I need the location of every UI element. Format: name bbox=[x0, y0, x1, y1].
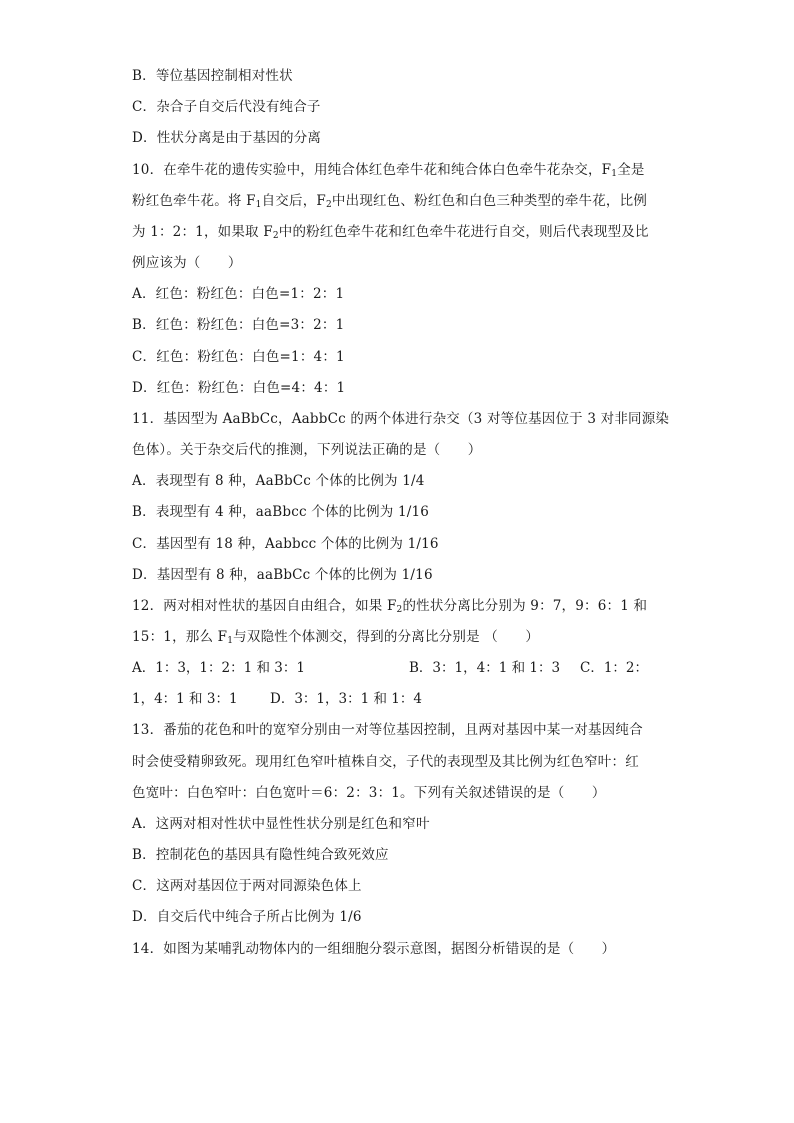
q12-option-c-part-1: C．1：2： bbox=[580, 660, 649, 676]
q10-stem-line-3: 为 1：2：1，如果取 $F_2$中的粉红色牵牛花和红色牵牛花进行自交，则后代表现型及比 bbox=[132, 224, 649, 241]
q10-stem-line-4: 例应该为（ ） bbox=[132, 255, 242, 271]
q12-option-c-part-2: 1，4：1 和 3：1 bbox=[132, 691, 238, 707]
q9-option-b: B．等位基因控制相对性状 bbox=[132, 68, 293, 84]
q11-option-d: D．基因型有 8 种，aaBbCc 个体的比例为 1/16 bbox=[132, 567, 433, 583]
q11-option-b: B．表现型有 4 种，aaBbcc 个体的比例为 1/16 bbox=[132, 504, 430, 520]
q9-option-c: C．杂合子自交后代没有纯合子 bbox=[132, 99, 321, 115]
q13-stem-line-3: 色宽叶：白色窄叶：白色宽叶＝6：2：3：1。下列有关叙述错误的是（ ） bbox=[132, 785, 606, 801]
q12-option-a: A．1：3，1：2：1 和 3：1 bbox=[132, 660, 305, 676]
q11-stem-line-1: 11．基因型为 AaBbCc，AabbCc 的两个体进行杂交（3 对等位基因位于 3 对非同源染 bbox=[132, 411, 670, 427]
q10-option-c: C．红色：粉红色：白色=1：4：1 bbox=[132, 349, 345, 365]
q10-option-a: A．红色：粉红色：白色=1：2：1 bbox=[132, 286, 345, 302]
q11-option-c: C．基因型有 18 种，Aabbcc 个体的比例为 1/16 bbox=[132, 536, 439, 552]
q13-stem-line-2: 时会使受精卵致死。现用红色窄叶植株自交，子代的表现型及其比例为红色窄叶：红 bbox=[132, 754, 639, 770]
q10-stem-line-2: 粉红色牵牛花。将 $F_1$自交后，$F_2$中出现红色、粉红色和白色三种类型的牵牛花，比例 bbox=[132, 193, 648, 210]
q12-option-d: D．3：1，3：1 和 1：4 bbox=[270, 691, 422, 707]
q10-option-b: B．红色：粉红色：白色=3：2：1 bbox=[132, 317, 345, 333]
q9-option-d: D．性状分离是由于基因的分离 bbox=[132, 130, 322, 146]
q13-stem-line-1: 13．番茄的花色和叶的宽窄分别由一对等位基因控制，且两对基因中某一对基因纯合 bbox=[132, 722, 643, 738]
q10-stem-line-1: 10．在牵牛花的遗传实验中，用纯合体红色牵牛花和纯合体白色牵牛花杂交，$F_1$全是 bbox=[132, 162, 645, 179]
q11-option-a: A．表现型有 8 种，AaBbCc 个体的比例为 1/4 bbox=[132, 473, 425, 489]
q10-option-d: D．红色：粉红色：白色=4：4：1 bbox=[132, 380, 346, 396]
q14-stem-line-1: 14．如图为某哺乳动物体内的一组细胞分裂示意图，据图分析错误的是（ ） bbox=[132, 941, 616, 957]
q13-option-d: D．自交后代中纯合子所占比例为 1/6 bbox=[132, 909, 362, 925]
q12-stem-line-2: 15：1，那么 $F_1$与双隐性个体测交，得到的分离比分别是 （ ） bbox=[132, 629, 540, 646]
q12-stem-line-1: 12．两对相对性状的基因自由组合，如果 $F_2$的性状分离比分别为 9：7，9：6：1 和 bbox=[132, 598, 648, 615]
q13-option-b: B．控制花色的基因具有隐性纯合致死效应 bbox=[132, 847, 389, 863]
q12-option-b: B．3：1，4：1 和 1：3 bbox=[409, 660, 561, 676]
q13-option-a: A．这两对相对性状中显性性状分别是红色和窄叶 bbox=[132, 816, 430, 832]
q13-option-c: C．这两对基因位于两对同源染色体上 bbox=[132, 878, 362, 894]
q11-stem-line-2: 色体）。关于杂交后代的推测，下列说法正确的是（ ） bbox=[132, 442, 482, 458]
